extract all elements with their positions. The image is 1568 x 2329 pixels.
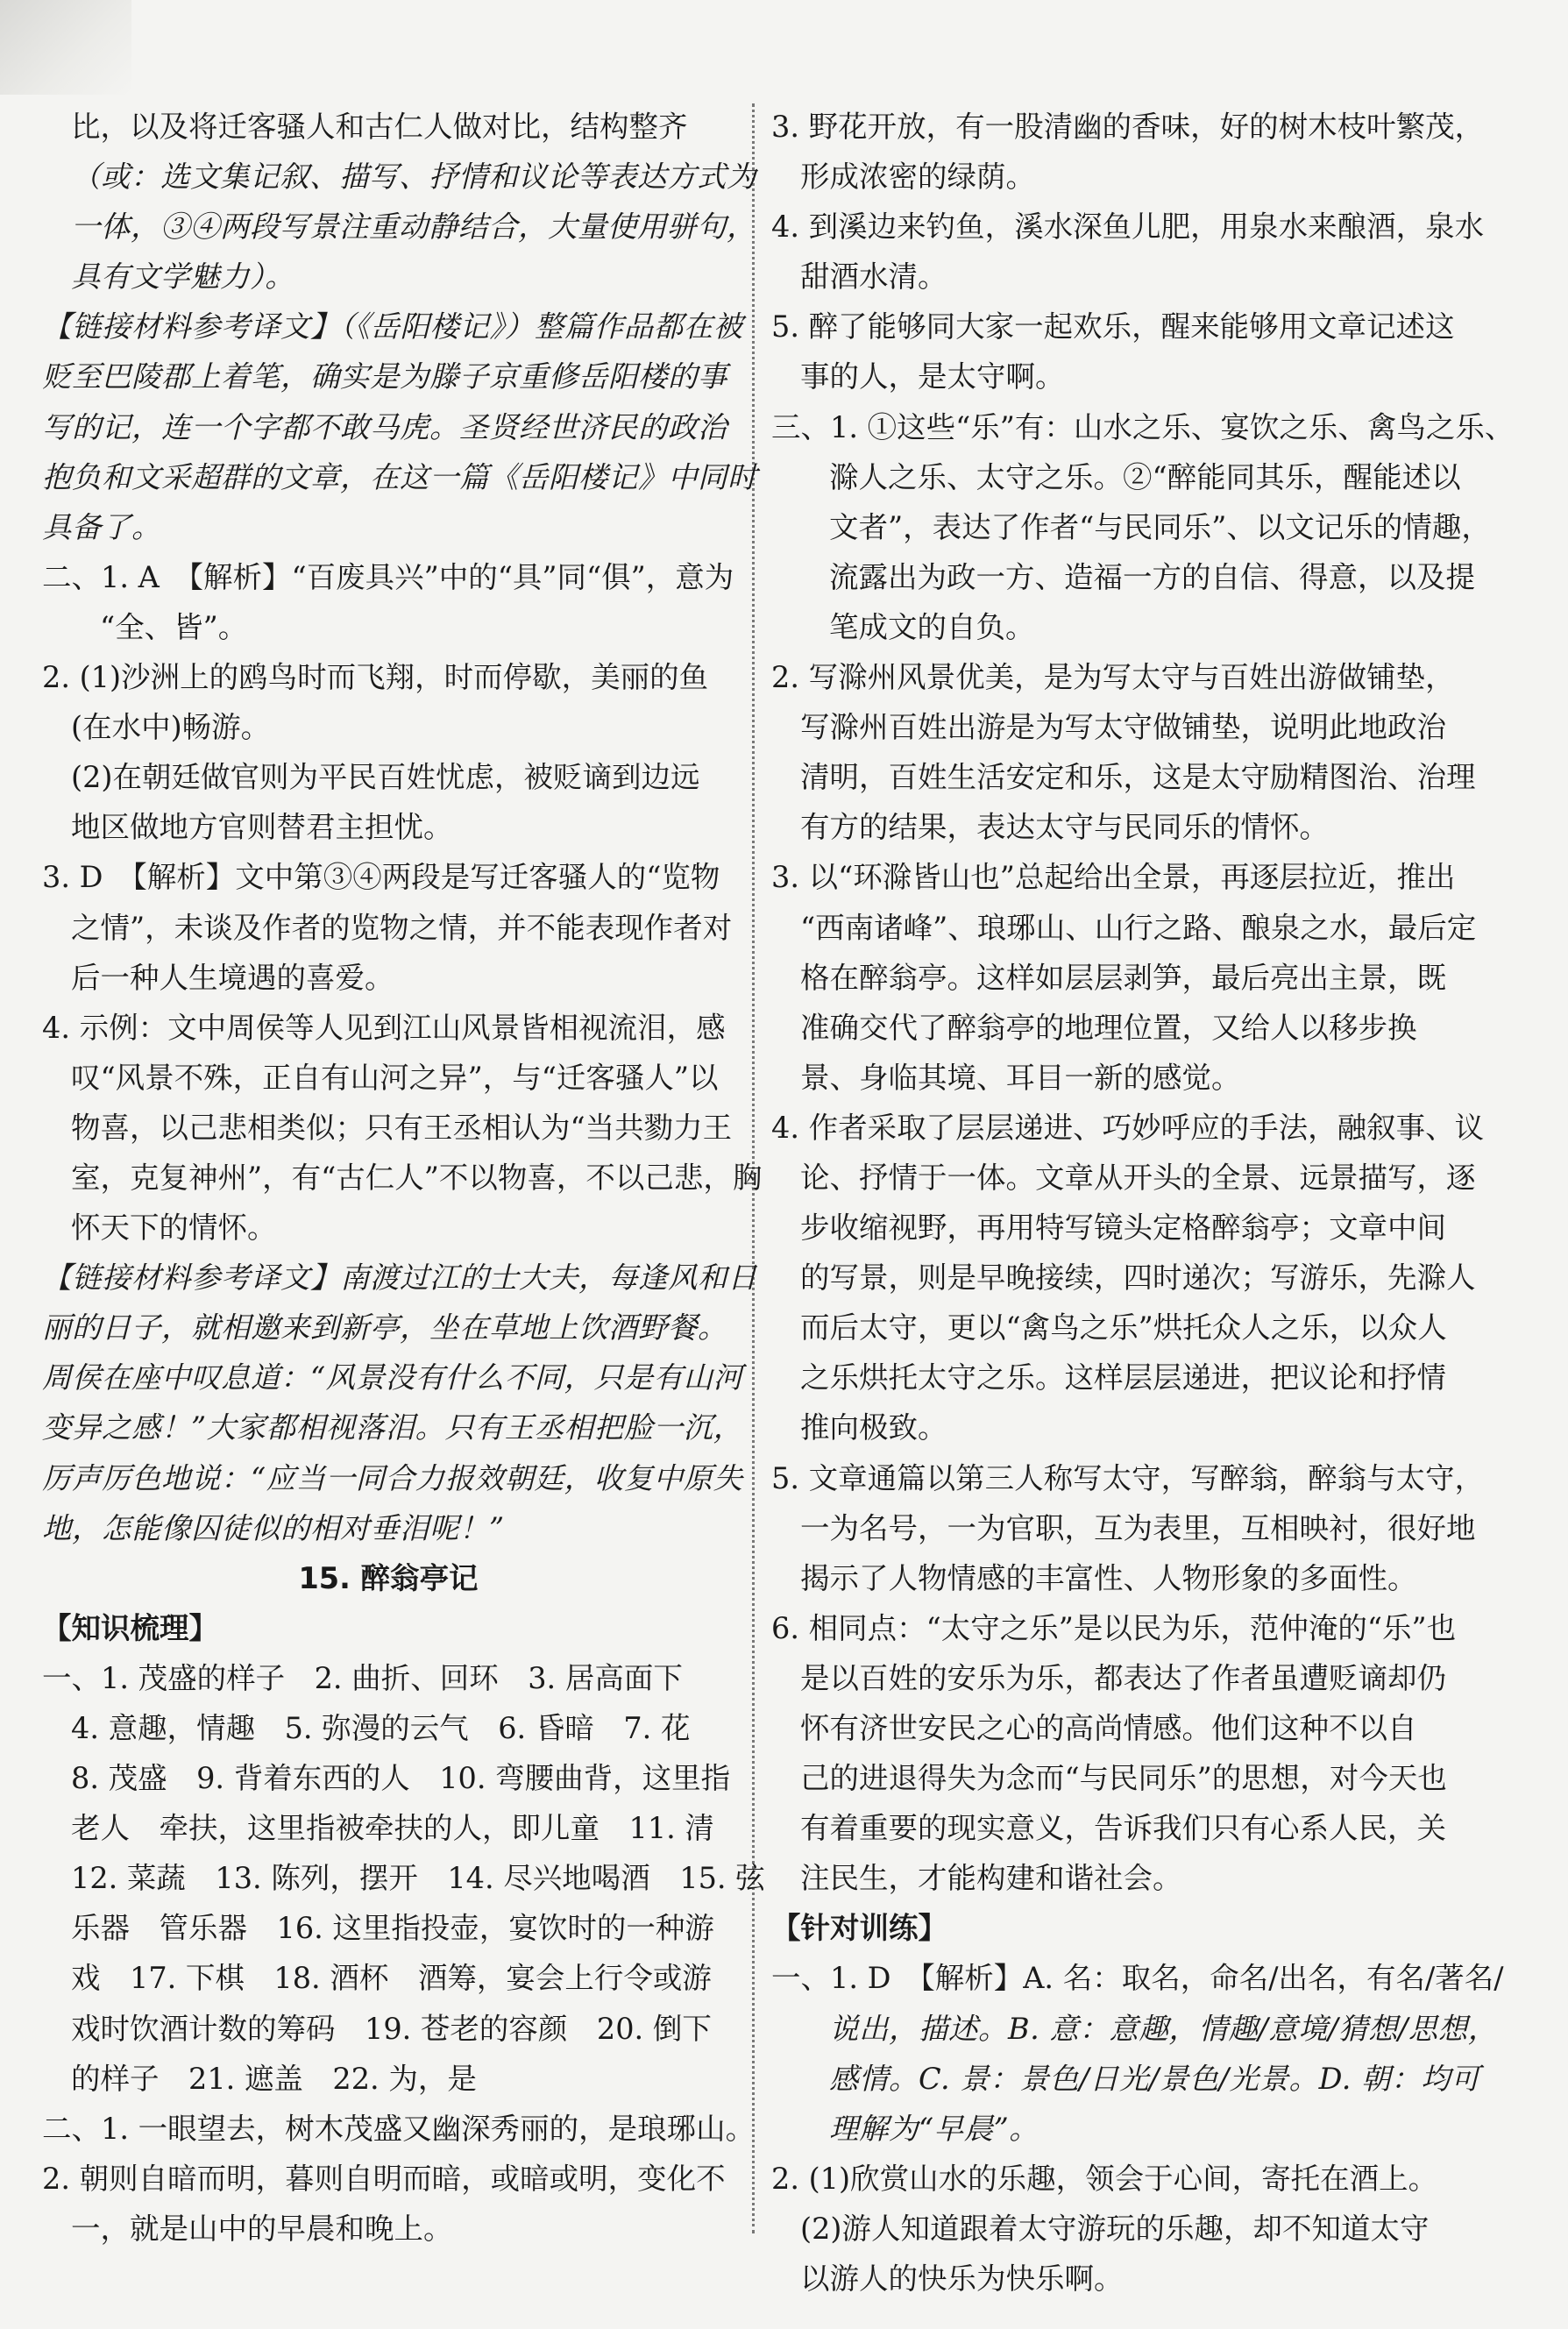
text-line: 一、1. D 【解析】A. 名：取名，命名/出名，有名/著名/	[771, 1961, 1504, 1996]
text-line: 丽的日子，就相邀来到新亭，坐在草地上饮酒野餐。	[42, 1310, 727, 1346]
text-line: 具有文学魅力）。	[71, 259, 295, 295]
text-line: 【针对训练】	[771, 1911, 947, 1946]
text-line: 乐器 管乐器 16. 这里指投壶，宴饮时的一种游	[71, 1911, 714, 1946]
text-line: 揭示了人物情感的丰富性、人物形象的多面性。	[800, 1560, 1417, 1595]
text-line: 的样子 21. 遮盖 22. 为，是	[71, 2061, 477, 2096]
text-line: 8. 茂盛 9. 背着东西的人 10. 弯腰曲背，这里指	[71, 1761, 731, 1796]
text-line: 【知识梳理】	[42, 1610, 218, 1645]
text-line: 的写景，则是早晚接续，四时递次；写游乐，先滁人	[800, 1260, 1476, 1296]
text-line: 5. 醉了能够同大家一起欢乐，醒来能够用文章记述这	[771, 309, 1455, 344]
text-line: 是以百姓的安乐为乐，都表达了作者虽遭贬谪却仍	[800, 1660, 1446, 1695]
text-line: 3. 野花开放，有一股清幽的香味，好的树木枝叶繁茂，	[771, 110, 1485, 144]
text-line: 二、1. A 【解析】“百废具兴”中的“具”同“俱”，意为	[42, 559, 734, 594]
text-line: 理解为“早晨”。	[829, 2111, 1039, 2146]
text-line: 2. 朝则自暗而明，暮则自明而暗，或暗或明，变化不	[42, 2161, 726, 2196]
text-line: 2. (1)欣赏山水的乐趣，领会于心间，寄托在酒上。	[771, 2161, 1438, 2196]
text-line: 有着重要的现实意义，告诉我们只有心系人民，关	[800, 1811, 1446, 1846]
text-line: 事的人，是太守啊。	[800, 359, 1065, 394]
text-line: 感情。C. 景：景色/日光/景色/光景。D. 朝：均可	[829, 2061, 1481, 2096]
text-line: 怀天下的情怀。	[71, 1211, 277, 1246]
text-line: 一，就是山中的早晨和晚上。	[71, 2211, 453, 2246]
left-column	[42, 102, 765, 2254]
text-line: 后一种人生境遇的喜爱。	[71, 960, 394, 995]
text-line: 地，怎能像囚徒似的相对垂泪呢！”	[42, 1510, 505, 1545]
text-line: 而后太守，更以“禽鸟之乐”烘托众人之乐，以众人	[800, 1310, 1447, 1346]
text-line: 准确交代了醉翁亭的地理位置，又给人以移步换	[800, 1010, 1417, 1045]
text-line: (在水中)畅游。	[71, 710, 271, 745]
text-line: 笔成文的自负。	[829, 609, 1035, 644]
page-corner-shadow	[0, 0, 131, 95]
text-line: 以游人的快乐为快乐啊。	[800, 2262, 1124, 2297]
text-line: 物喜，以己悲相类似；只有王丞相认为“当共勠力王	[71, 1110, 733, 1145]
text-line: 滁人之乐、太守之乐。②“醉能同其乐，醒能述以	[829, 459, 1461, 494]
text-line: 戏时饮酒计数的筹码 19. 苍老的容颜 20. 倒下	[71, 2011, 712, 2046]
text-line: 周侯在座中叹息道：“风景没有什么不同，只是有山河	[42, 1360, 743, 1395]
text-line: 地区做地方官则替君主担忧。	[71, 810, 453, 845]
text-line: 4. 示例：文中周侯等人见到江山风景皆相视流泪，感	[42, 1010, 726, 1045]
text-line: 文者”，表达了作者“与民同乐”、以文记乐的情趣，	[829, 509, 1491, 544]
text-line: 一为名号，一为官职，互为表里，互相映衬，很好地	[800, 1510, 1476, 1545]
right-column	[771, 102, 1515, 2304]
text-line: 一体，③④两段写景注重动静结合，大量使用骈句，	[71, 209, 756, 245]
text-line: 【链接材料参考译文】（《岳阳楼记》）整篇作品都在被	[42, 309, 743, 344]
text-line: 甜酒水清。	[800, 259, 947, 295]
text-line: 4. 意趣，情趣 5. 弥漫的云气 6. 昏暗 7. 花	[71, 1711, 691, 1745]
text-line: 写的记，连一个字都不敢马虎。圣贤经世济民的政治	[42, 409, 727, 444]
text-line: 老人 牵扶，这里指被牵扶的人，即儿童 11. 清	[71, 1811, 714, 1846]
text-line: 4. 到溪边来钓鱼，溪水深鱼儿肥，用泉水来酿酒，泉水	[771, 209, 1485, 245]
text-line: 三、1. ①这些“乐”有：山水之乐、宴饮之乐、禽鸟之乐、	[771, 409, 1515, 444]
text-line: 一、1. 茂盛的样子 2. 曲折、回环 3. 居高面下	[42, 1660, 683, 1695]
text-line: 具备了。	[42, 509, 161, 544]
text-line: （或：选文集记叙、描写、抒情和议论等表达方式为	[71, 160, 756, 195]
text-line: 论、抒情于一体。文章从开头的全景、远景描写，逐	[800, 1160, 1476, 1195]
text-line: 写滁州百姓出游是为写太守做铺垫，说明此地政治	[800, 710, 1446, 745]
text-line: 15. 醉翁亭记	[298, 1560, 479, 1595]
text-line: “全、皆”。	[100, 609, 248, 644]
text-line: 叹“风景不殊，正自有山河之异”，与“迁客骚人”以	[71, 1060, 719, 1095]
text-line: 之情”，未谈及作者的览物之情，并不能表现作者对	[71, 910, 733, 945]
text-line: 推向极致。	[800, 1410, 947, 1445]
text-line: 贬至巴陵郡上着笔，确实是为滕子京重修岳阳楼的事	[42, 359, 727, 394]
text-line: 3. D 【解析】文中第③④两段是写迁客骚人的“览物	[42, 860, 720, 895]
text-line: 清明，百姓生活安定和乐，这是太守励精图治、治理	[800, 760, 1476, 795]
text-line: 变异之感！”大家都相视落泪。只有王丞相把脸一沉，	[42, 1410, 743, 1445]
text-line: 戏 17. 下棋 18. 酒杯 酒筹，宴会上行令或游	[71, 1961, 712, 1996]
text-line: 步收缩视野，再用特写镜头定格醉翁亭；文章中间	[800, 1211, 1446, 1246]
text-line: 5. 文章通篇以第三人称写太守，写醉翁，醉翁与太守，	[771, 1460, 1485, 1495]
text-line: 抱负和文采超群的文章，在这一篇《岳阳楼记》中同时	[42, 459, 757, 494]
text-line: 4. 作者采取了层层递进、巧妙呼应的手法，融叙事、议	[771, 1110, 1485, 1145]
text-line: 厉声厉色地说：“应当一同合力报效朝廷，收复中原失	[42, 1460, 743, 1495]
text-line: 说出，描述。B. 意：意趣，情趣/意境/猜想/思想，	[829, 2011, 1498, 2046]
text-line: 之乐烘托太守之乐。这样层层递进，把议论和抒情	[800, 1360, 1446, 1395]
text-line: 6. 相同点：“太守之乐”是以民为乐，范仲淹的“乐”也	[771, 1610, 1457, 1645]
text-line: 2. 写滁州风景优美，是为写太守与百姓出游做铺垫，	[771, 660, 1455, 695]
text-line: “西南诸峰”、琅琊山、山行之路、酿泉之水，最后定	[800, 910, 1477, 945]
text-line: 己的进退得失为念而“与民同乐”的思想，对今天也	[800, 1761, 1447, 1796]
text-line: 比，以及将迁客骚人和古仁人做对比，结构整齐	[71, 110, 688, 144]
text-line: 二、1. 一眼望去，树木茂盛又幽深秀丽的，是琅琊山。	[42, 2111, 756, 2146]
text-line: 2. (1)沙洲上的鸥鸟时而飞翔，时而停歇，美丽的鱼	[42, 660, 709, 695]
text-line: 景、身临其境、耳目一新的感觉。	[800, 1060, 1241, 1095]
text-line: 注民生，才能构建和谐社会。	[800, 1861, 1182, 1896]
text-line: 室，克复神州”，有“古仁人”不以物喜，不以己悲，胸	[71, 1160, 763, 1195]
text-line: 怀有济世安民之心的高尚情感。他们这种不以自	[800, 1711, 1417, 1745]
text-line: 3. 以“环滁皆山也”总起给出全景，再逐层拉近，推出	[771, 860, 1456, 895]
text-line: 【链接材料参考译文】南渡过江的士大夫，每逢风和日	[42, 1260, 757, 1296]
text-line: 12. 菜蔬 13. 陈列，摆开 14. 尽兴地喝酒 15. 弦	[71, 1861, 765, 1896]
text-line: 格在醉翁亭。这样如层层剥笋，最后亮出主景，既	[800, 960, 1446, 995]
text-line: 形成浓密的绿荫。	[800, 160, 1035, 195]
text-line: 流露出为政一方、造福一方的自信、得意，以及提	[829, 559, 1475, 594]
text-line: 有方的结果，表达太守与民同乐的情怀。	[800, 810, 1329, 845]
text-line: (2)游人知道跟着太守游玩的乐趣，却不知道太守	[800, 2211, 1430, 2246]
text-line: (2)在朝廷做官则为平民百姓忧虑，被贬谪到边远	[71, 760, 700, 795]
